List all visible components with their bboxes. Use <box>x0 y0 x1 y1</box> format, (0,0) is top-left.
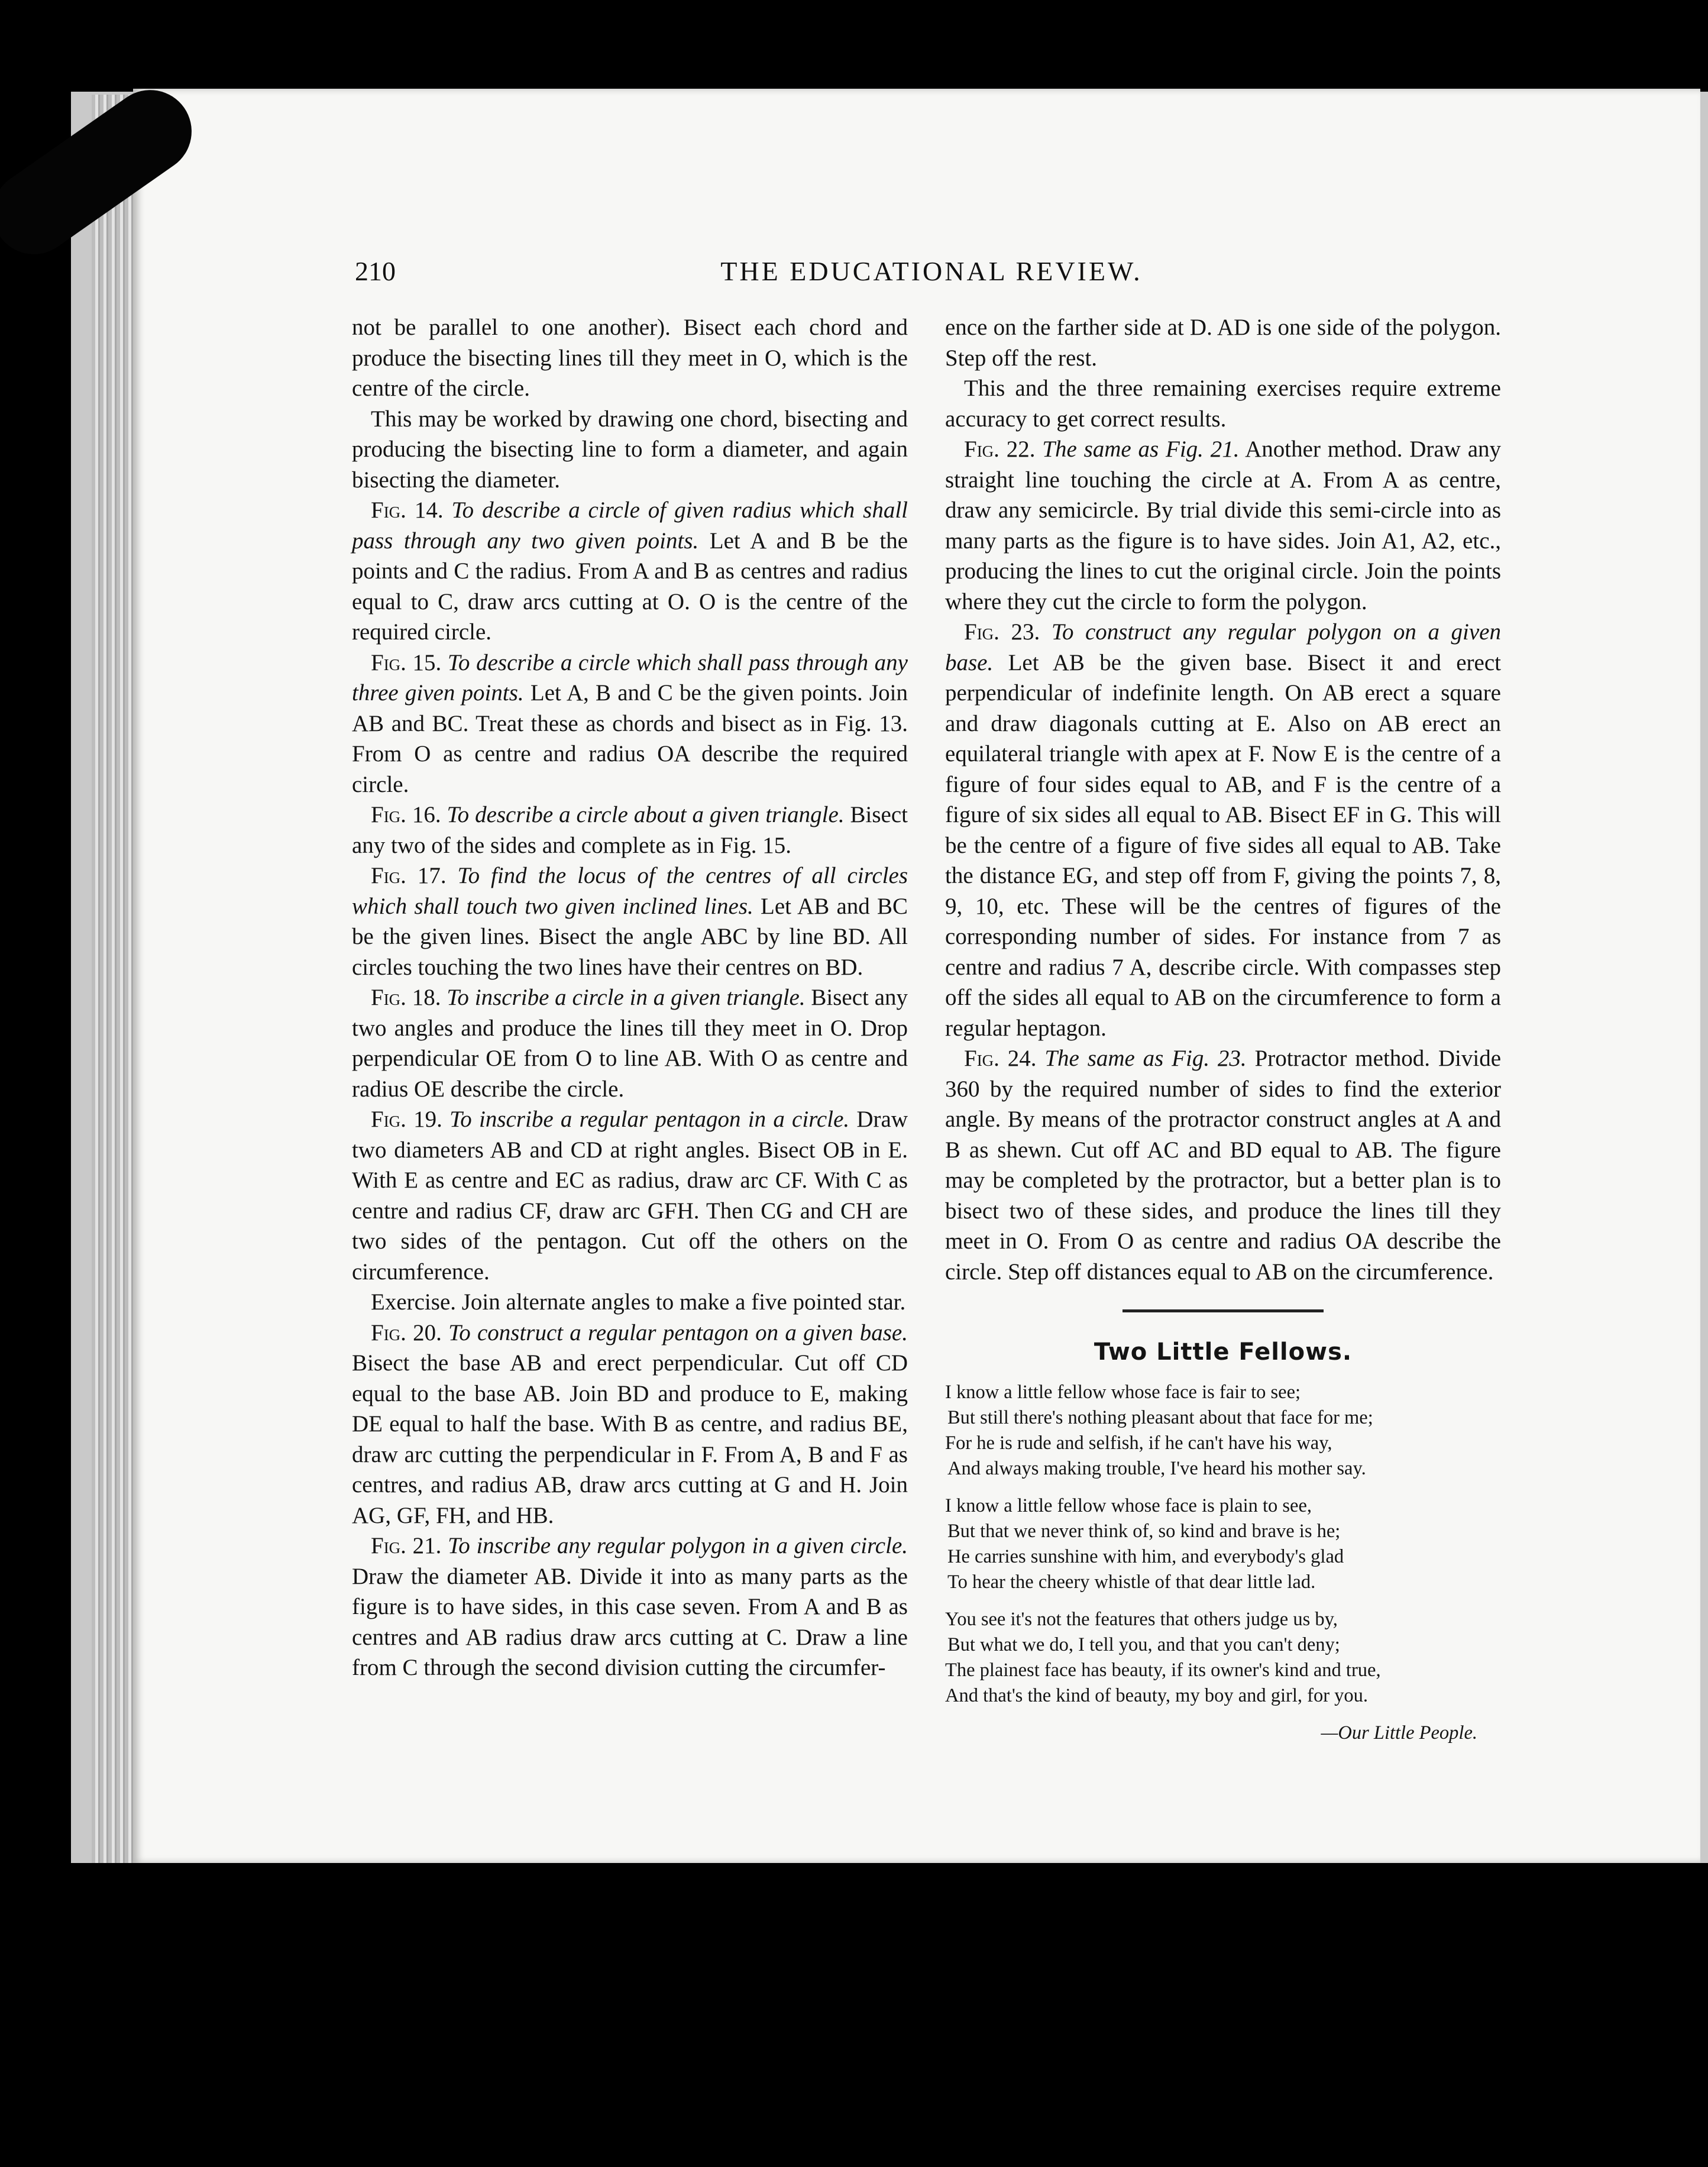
poem-line: I know a little fellow whose face is fair to see; <box>945 1382 1301 1403</box>
poem-line: But that we never think of, so kind and brave is he; <box>947 1521 1341 1542</box>
poem-stanza <box>945 1380 1501 1482</box>
figure-paragraph <box>352 1104 908 1287</box>
figure-label: Fig. 17. <box>371 863 447 888</box>
figure-label: Fig. 23. <box>964 619 1040 645</box>
figure-label: Fig. 15. <box>371 649 442 675</box>
running-title: THE EDUCATIONAL REVIEW. <box>720 256 1143 286</box>
paragraph-text: ence on the farther side at D. AD is one side of the polygon. Step off the rest. <box>945 315 1501 371</box>
paragraph <box>945 373 1501 434</box>
figure-paragraph <box>352 495 908 648</box>
figure-title: To inscribe any regular polygon in a given circle. <box>448 1533 908 1558</box>
figure-paragraph <box>945 1043 1501 1287</box>
paragraph-text: Exercise. Join alternate angles to make a five pointed star. <box>371 1289 906 1315</box>
paragraph-text: Let AB and BC be the given lines. Bisect the angle ABC by line BD. All circles touching the two lines have their centres on BD. <box>352 893 908 980</box>
figure-title: The same as Fig. 23. <box>1044 1046 1247 1071</box>
paragraph-text: Let A, B and C be the given points. Join AB and BC. Treat these as chords and bisect as in Fig. 13. From O as centre and radius OA describe the required circle. <box>352 680 908 797</box>
paragraph-text: Let A and B be the points and C the radius. From A and B as centres and radius equal to C, draw arcs cutting at O. O is the centre of the required circle. <box>352 528 908 645</box>
poem-line: He carries sunshine with him, and everybody's glad <box>947 1546 1344 1567</box>
figure-label: Fig. 21. <box>371 1533 442 1558</box>
left-column <box>352 312 908 1683</box>
figure-title: To describe a circle which shall pass through any three given points. <box>352 649 908 706</box>
figure-title: To inscribe a regular pentagon in a circle. <box>449 1107 850 1132</box>
paragraph-text: Bisect any two of the sides and complete as in Fig. 15. <box>352 802 908 858</box>
figure-paragraph <box>945 617 1501 1043</box>
figure-title: To inscribe a circle in a given triangle. <box>447 985 806 1010</box>
poem-title: Two Little Fellows. <box>1094 1338 1353 1366</box>
poem-line: I know a little fellow whose face is plain to see, <box>945 1495 1312 1516</box>
figure-label: Fig. 18. <box>371 985 441 1010</box>
figure-title: To describe a circle of given radius which shall pass through any two given points. <box>352 497 908 554</box>
right-column <box>945 312 1501 1746</box>
figure-label: Fig. 22. <box>964 436 1036 462</box>
paragraph-text: not be parallel to one another). Bisect each chord and produce the bisecting lines till they meet in O, which is the centre of the circle. <box>352 315 908 401</box>
paragraph-text: This may be worked by drawing one chord, bisecting and producing the bisecting line to form a diameter, and again bisecting the diameter. <box>352 406 908 493</box>
poem-stanza <box>945 1493 1501 1595</box>
paragraph-text: Bisect any two angles and produce the lines till they meet in O. Drop perpendicular OE from O to line AB. With O as centre and radius OE describe the circle. <box>352 985 908 1102</box>
poem-stanza <box>945 1607 1501 1709</box>
paragraph-text: Draw the diameter AB. Divide it into as many parts as the figure is to have sides, in this case seven. From A and B as centres and AB radius draw arcs cutting at C. Draw a line from C through the second division cutting the circumfer- <box>352 1563 908 1680</box>
poem-line: But still there's nothing pleasant about that face for me; <box>947 1407 1373 1428</box>
poem-line: To hear the cheery whistle of that dear little lad. <box>947 1571 1316 1593</box>
figure-title: The same as Fig. 21. <box>1042 436 1240 462</box>
poem-attribution: —Our Little People. <box>1321 1722 1477 1744</box>
poem-line: For he is rude and selfish, if he can't have his way, <box>945 1432 1332 1454</box>
figure-label: Fig. 20. <box>371 1319 442 1346</box>
poem-line: But what we do, I tell you, and that you can't deny; <box>947 1634 1340 1655</box>
figure-title: To describe a circle about a given triangle. <box>447 802 845 827</box>
paragraph-text: Draw two diameters AB and CD at right angles. Bisect OB in E. With E as centre and EC as radius, draw arc CF. With C as centre and radius CF, draw arc GFH. Then CG and CH are two sides of the pentagon. Cut off the others on the circumference. <box>352 1107 908 1285</box>
poem-line: The plainest face has beauty, if its owner's kind and true, <box>945 1660 1381 1681</box>
paragraph-text: Protractor method. Divide 360 by the required number of sides to find the exterior angle. By means of the protractor construct angles at A and B as shewn. Cut off AC and BD equal to AB. The figure may be completed by the protractor, but a better plan is to bisect two of these sides, and produce the lines till they meet in O. From O as centre and radius OA describe the circle. Step off distances equal to AB on the circumference. <box>945 1046 1502 1285</box>
figure-paragraph <box>352 861 908 982</box>
figure-paragraph <box>352 800 908 861</box>
figure-label: Fig. 24. <box>964 1046 1037 1071</box>
figure-title: To construct a regular pentagon on a given base. <box>448 1319 908 1346</box>
figure-paragraph <box>352 1318 908 1531</box>
figure-paragraph <box>945 434 1501 617</box>
figure-title: To find the locus of the centres of all circles which shall touch two given inclined lines. <box>352 863 908 919</box>
page-header <box>355 255 1508 297</box>
figure-paragraph <box>352 648 908 800</box>
figure-label: Fig. 19. <box>371 1107 442 1132</box>
paragraph-text: Let AB be the given base. Bisect it and erect perpendicular of indefinite length. On AB erect a square and draw diagonals cutting at E. Also on AB erect an equilateral triangle with apex at F. Now E is the centre of a figure of four sides equal to AB, and F is the centre of a figure of six sides all equal to AB. Bisect EF in G. This will be the centre of a figure of five sides all equal to AB. Take the distance EG, and step off from F, giving the points 7, 8, 9, 10, etc. These will be the centres of figures of the corresponding number of sides. For instance from 7 as centre and radius 7 A, describe circle. With compasses step off the sides all equal to AB on the circumference to form a regular heptagon. <box>945 649 1502 1041</box>
poem-line: And always making trouble, I've heard his mother say. <box>947 1458 1366 1479</box>
figure-label: Fig. 16. <box>371 802 441 827</box>
poem <box>945 1380 1501 1746</box>
paragraph-text: This and the three remaining exercises require extreme accuracy to get correct results. <box>945 376 1501 432</box>
figure-label: Fig. 14. <box>371 497 444 523</box>
paragraph <box>945 312 1501 373</box>
paragraph <box>352 404 908 496</box>
paragraph <box>352 1287 908 1318</box>
poem-line: You see it's not the features that others judge us by, <box>945 1609 1338 1630</box>
paragraph-text: Bisect the base AB and erect perpendicular. Cut off CD equal to the base AB. Join BD and produce to E, making DE equal to half the base. With B as centre, and radius BE, draw arc cutting the perpendicular in F. From A, B and F as centres, and radius AB, draw arcs cutting at G and H. Join AG, GF, FH, and HB. <box>352 1350 908 1528</box>
figure-title: To construct any regular polygon on a given base. <box>945 619 1501 675</box>
section-divider <box>1123 1309 1324 1312</box>
paragraph-text: Another method. Draw any straight line touching the circle at A. From A as centre, draw any semicircle. By trial divide this semi-circle into as many parts as the figure is to have sides. Join A1, A2, etc., producing the lines to cut the original circle. Join the points where they cut the circle to form the polygon. <box>945 436 1502 614</box>
figure-paragraph <box>352 1531 908 1683</box>
figure-paragraph <box>352 982 908 1104</box>
page-stack-edge <box>92 95 139 1863</box>
paragraph <box>352 312 908 404</box>
page-number: 210 <box>355 256 396 286</box>
poem-line: And that's the kind of beauty, my boy and girl, for you. <box>945 1685 1369 1706</box>
